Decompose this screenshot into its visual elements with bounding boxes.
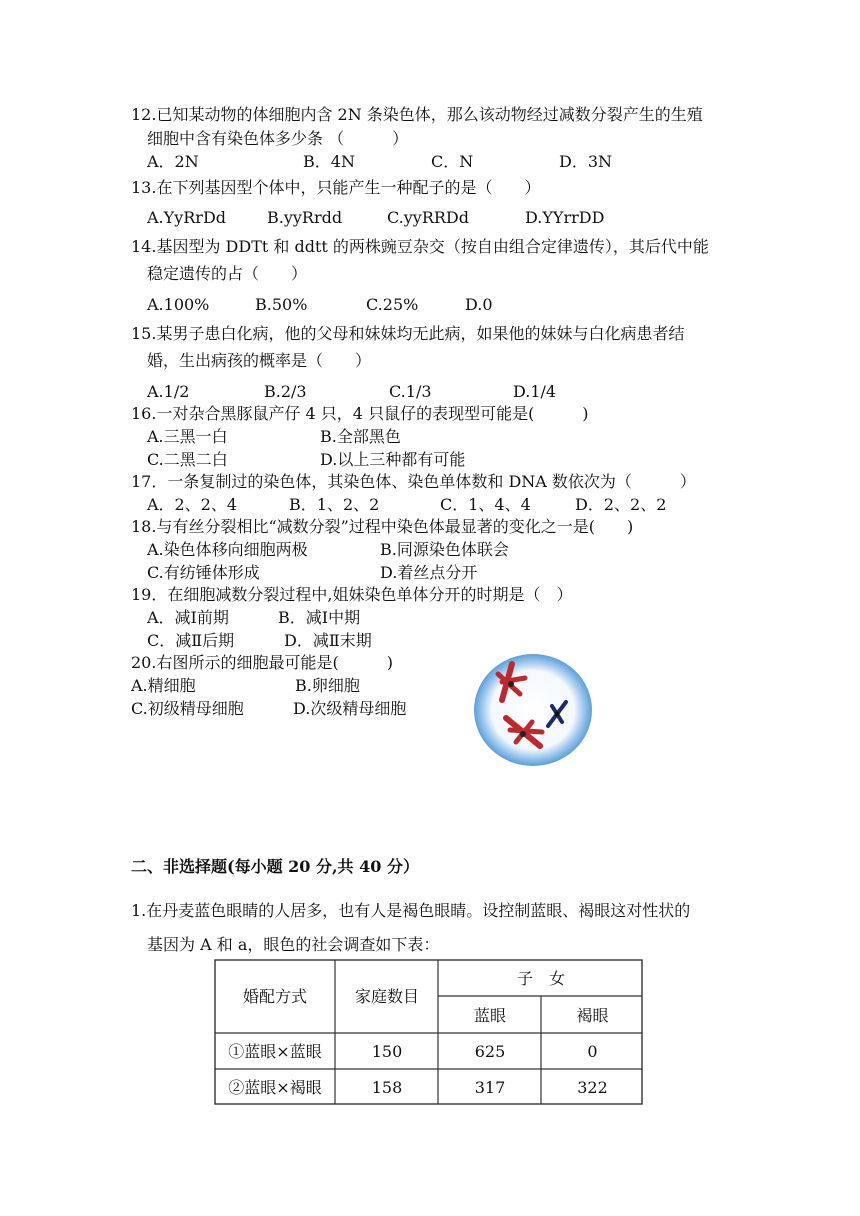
problem-1-stem-cont: 基因为 A 和 a，眼色的社会调查如下表： [147, 935, 440, 954]
q17-option-d: D．2、2、2 [575, 495, 667, 514]
q12-option-b: B．4N [303, 152, 355, 171]
q20-stem: 20.右图所示的细胞最可能是( ) [131, 653, 393, 672]
q20-option-c: C.初级精母细胞 [131, 699, 244, 718]
table-header-blue: 蓝眼 [473, 1006, 506, 1025]
q19-stem: 19．在细胞减数分裂过程中,姐妹染色单体分开的时期是（ ） [131, 585, 573, 604]
q12-stem: 12.已知某动物的体细胞内含 2N 条染色体，那么该动物经过减数分裂产生的生殖 [131, 105, 703, 124]
table-row-2-families: 158 [371, 1078, 403, 1097]
q15-option-d: D.1/4 [513, 382, 557, 401]
q15-option-c: C.1/3 [389, 382, 432, 401]
q17-option-b: B．1、2、2 [289, 495, 380, 514]
q20-option-b: B.卵细胞 [295, 676, 360, 695]
q18-stem: 18.与有丝分裂相比“减数分裂”过程中染色体最显著的变化之一是( ) [131, 517, 634, 536]
q12-stem-cont: 细胞中含有染色体多少条 （ ） [147, 129, 409, 148]
q16-option-c: C.二黑二白 [147, 450, 228, 469]
q14-stem-cont: 稳定遗传的占（ ） [147, 264, 308, 283]
q12-option-d: D．3N [559, 152, 613, 171]
q14-stem: 14.基因型为 DDTt 和 ddtt 的两株豌豆杂交（按自由组合定律遗传），其后代中能 [131, 237, 709, 256]
q16-option-a: A.三黑一白 [147, 427, 228, 446]
q15-stem-cont: 婚，生出病孩的概率是（ ） [147, 351, 372, 370]
q16-option-b: B.全部黑色 [320, 427, 401, 446]
q17-stem: 17．一条复制过的染色体，其染色体、染色单体数和 DNA 数依次为（ ） [131, 472, 696, 491]
q20-option-d: D.次级精母细胞 [293, 699, 407, 718]
table-row-2-blue: 317 [474, 1078, 506, 1097]
q20-option-a: A.精细胞 [131, 676, 196, 695]
cell-figure [470, 650, 600, 772]
q15-option-b: B.2/3 [264, 382, 307, 401]
q15-option-a: A.1/2 [147, 382, 190, 401]
table-row-2-brown: 322 [577, 1078, 608, 1097]
q14-option-c: C.25% [366, 295, 419, 314]
table-row-1-blue: 625 [474, 1042, 506, 1061]
q15-stem: 15.某男子患白化病，他的父母和妹妹均无此病，如果他的妹妹与白化病患者结 [131, 324, 685, 343]
q18-option-a: A.染色体移向细胞两极 [147, 540, 308, 559]
table-row-2-mating: ②蓝眼×褐眼 [228, 1078, 322, 1097]
q12-option-a: A．2N [147, 152, 199, 171]
q13-stem: 13.在下列基因型个体中，只能产生一种配子的是（ ） [131, 178, 541, 197]
table-header-mating: 婚配方式 [242, 987, 307, 1006]
q19-option-c: C．减Ⅱ后期 [147, 631, 235, 650]
table-header-children: 子 女 [516, 969, 565, 988]
section-2-title: 二、非选择题(每小题 20 分,共 40 分） [131, 857, 419, 876]
q14-option-a: A.100% [147, 295, 210, 314]
q19-option-d: D．减Ⅱ末期 [284, 631, 372, 650]
q14-option-d: D.0 [465, 295, 493, 314]
q17-option-c: C．1、4、4 [440, 495, 531, 514]
q13-option-d: D.YYrrDD [525, 208, 605, 227]
q14-option-b: B.50% [255, 295, 308, 314]
table-row-1-brown: 0 [587, 1042, 598, 1061]
q19-option-a: A．减Ⅰ前期 [147, 608, 229, 627]
q18-option-b: B.同源染色体联会 [380, 540, 509, 559]
q18-option-d: D.着丝点分开 [380, 563, 478, 582]
q18-option-c: C.有纺锤体形成 [147, 563, 260, 582]
q17-option-a: A．2、2、4 [147, 495, 238, 514]
q16-option-d: D.以上三种都有可能 [320, 450, 466, 469]
cell-membrane [474, 654, 592, 766]
q13-option-b: B.yyRrdd [267, 208, 343, 227]
problem-1-stem: 1.在丹麦蓝色眼睛的人居多，也有人是褐色眼睛。设控制蓝眼、褐眼这对性状的 [131, 901, 691, 920]
table-header-brown: 褐眼 [576, 1006, 609, 1025]
q16-stem: 16.一对杂合黑豚鼠产仔 4 只，4 只鼠仔的表现型可能是( ) [131, 404, 589, 423]
q13-option-c: C.yyRRDd [387, 208, 469, 227]
q19-option-b: B．减Ⅰ中期 [278, 608, 361, 627]
table-header-families: 家庭数目 [354, 987, 419, 1006]
table-row-1-families: 150 [371, 1042, 403, 1061]
table-row-1-mating: ①蓝眼×蓝眼 [228, 1042, 322, 1061]
q12-option-c: C．N [431, 152, 474, 171]
q13-option-a: A.YyRrDd [147, 208, 227, 227]
